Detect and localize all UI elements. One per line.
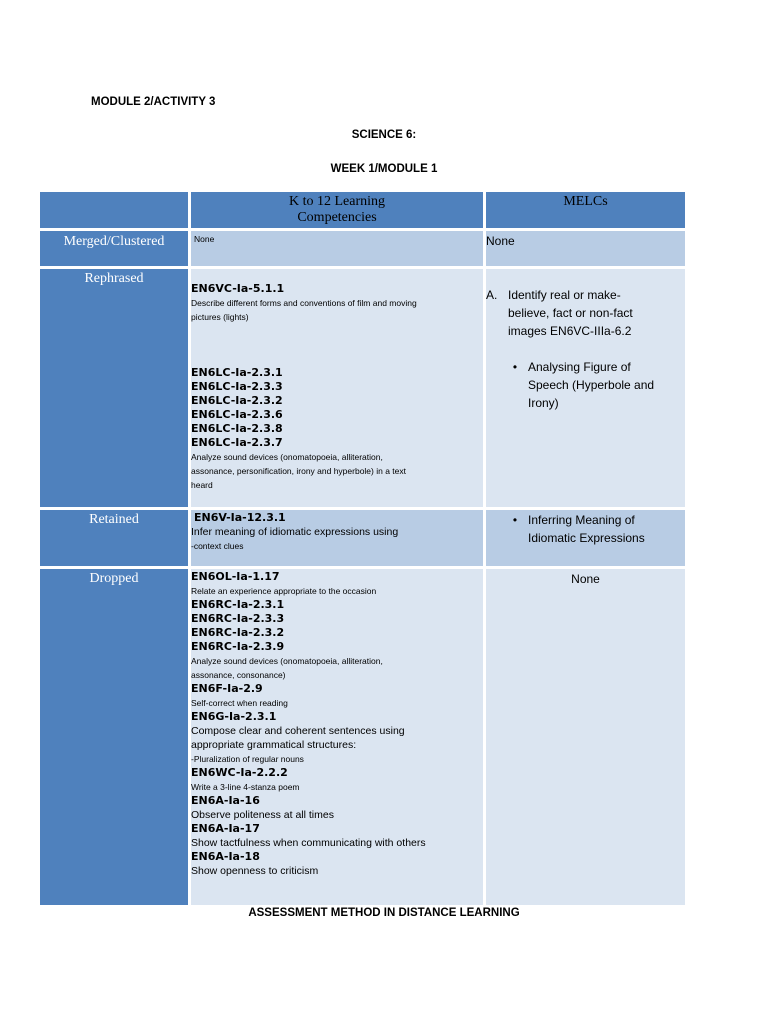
competency-code: EN6A-Ia-17 (191, 822, 260, 835)
bullet-icon: • (512, 513, 518, 527)
header-melcs-label: MELCs (563, 194, 608, 209)
competency-desc: Analyze sound devices (onomatopoeia, alliteration, (191, 656, 383, 666)
competency-desc: -Pluralization of regular nouns (191, 754, 304, 764)
melc-text: images EN6VC-IIIa-6.2 (508, 324, 632, 338)
header-empty-cell (40, 192, 188, 228)
competency-code: EN6RC-Ia-2.3.2 (191, 626, 285, 639)
competency-code: EN6A-Ia-16 (191, 794, 260, 807)
melc-bullet-item (486, 511, 685, 547)
table-row-dropped (40, 569, 685, 905)
list-marker: A. (486, 288, 498, 302)
header-competencies (191, 192, 483, 228)
merged-melc (486, 231, 685, 266)
competency-code: EN6WC-Ia-2.2.2 (191, 766, 288, 779)
competency-desc: -context clues (191, 541, 244, 551)
row-label-merged-text: Merged/Clustered (63, 234, 165, 249)
competency-code: EN6A-Ia-18 (191, 850, 260, 863)
rephrased-melc (486, 269, 685, 507)
competency-code: EN6RC-Ia-2.3.1 (191, 598, 285, 611)
melc-text: Analysing Figure of (528, 360, 631, 374)
assessment-heading: ASSESSMENT METHOD IN DISTANCE LEARNING (248, 907, 520, 919)
competency-desc: Show tactfulness when communicating with others (191, 837, 426, 849)
row-label-retained (40, 510, 188, 566)
melc-text: Identify real or make- (508, 288, 621, 302)
competency-desc: Write a 3-line 4-stanza poem (191, 782, 300, 792)
melc-bullet-item (486, 358, 685, 412)
row-label-dropped-text: Dropped (89, 571, 139, 586)
row-label-merged (40, 231, 188, 266)
merged-competency (191, 231, 483, 266)
competency-desc: assonance, consonance) (191, 670, 286, 680)
week-title: WEEK 1/MODULE 1 (330, 163, 438, 175)
retained-competency (191, 510, 483, 566)
competency-desc: Describe different forms and conventions of film and moving (191, 298, 417, 308)
row-label-rephrased (40, 269, 188, 507)
competency-code: EN6RC-Ia-2.3.9 (191, 640, 285, 653)
competency-code: EN6LC-Ia-2.3.8 (191, 422, 283, 435)
merged-melc-text: None (486, 234, 515, 248)
competency-code: EN6OL-Ia-1.17 (191, 570, 280, 583)
table-header-row (40, 192, 685, 228)
bullet-icon: • (512, 360, 518, 374)
melc-text: Idiomatic Expressions (528, 531, 645, 545)
dropped-melc (486, 569, 685, 905)
table-row-rephrased (40, 269, 685, 507)
table-row-merged (40, 231, 685, 266)
competency-code: EN6F-Ia-2.9 (191, 682, 263, 695)
competency-code: EN6VC-Ia-5.1.1 (191, 282, 285, 295)
competency-desc: Observe politeness at all times (191, 809, 334, 821)
competency-table (37, 192, 688, 905)
melc-text: Irony) (528, 396, 559, 410)
competency-code: EN6RC-Ia-2.3.3 (191, 612, 285, 625)
competency-desc: Show openness to criticism (191, 865, 319, 877)
competency-desc: heard (191, 480, 213, 490)
merged-competency-text: None (194, 234, 215, 244)
melc-text: believe, fact or non-fact (508, 306, 633, 320)
competency-code: EN6LC-Ia-2.3.3 (191, 380, 283, 393)
dropped-melc-text: None (571, 572, 600, 586)
competency-code: EN6LC-Ia-2.3.7 (191, 436, 283, 449)
retained-melc (486, 510, 685, 566)
competency-desc: Self-correct when reading (191, 698, 288, 708)
dropped-competency-list (191, 570, 483, 878)
rephrased-competency (191, 269, 483, 507)
competency-desc: appropriate grammatical structures: (191, 739, 357, 751)
competency-desc: Relate an experience appropriate to the occasion (191, 586, 377, 596)
competency-code: EN6G-Ia-2.3.1 (191, 710, 277, 723)
header-competencies-line1: K to 12 Learning (288, 194, 386, 209)
competency-desc: pictures (lights) (191, 312, 249, 322)
competency-desc: Analyze sound devices (onomatopoeia, alliteration, (191, 452, 383, 462)
melc-text: Speech (Hyperbole and (528, 378, 655, 392)
competency-code: EN6LC-Ia-2.3.1 (191, 366, 283, 379)
row-label-rephrased-text: Rephrased (84, 271, 144, 286)
competency-desc: Infer meaning of idiomatic expressions using (191, 526, 399, 538)
melc-text: Inferring Meaning of (528, 513, 635, 527)
competency-code: EN6V-Ia-12.3.1 (194, 511, 286, 524)
melc-item-a (486, 286, 685, 340)
dropped-competency (191, 569, 483, 905)
table-row-retained (40, 510, 685, 566)
module-label: MODULE 2/ACTIVITY 3 (91, 96, 216, 108)
competency-desc: Compose clear and coherent sentences using (191, 725, 405, 737)
competency-code: EN6LC-Ia-2.3.6 (191, 408, 283, 421)
row-label-retained-text: Retained (89, 512, 139, 527)
subject-title: SCIENCE 6: (351, 129, 417, 141)
competency-code: EN6LC-Ia-2.3.2 (191, 394, 283, 407)
row-label-dropped (40, 569, 188, 905)
header-melcs (486, 192, 685, 228)
competency-desc: assonance, personification, irony and hyperbole) in a text (191, 466, 406, 476)
header-competencies-line2: Competencies (297, 210, 377, 225)
